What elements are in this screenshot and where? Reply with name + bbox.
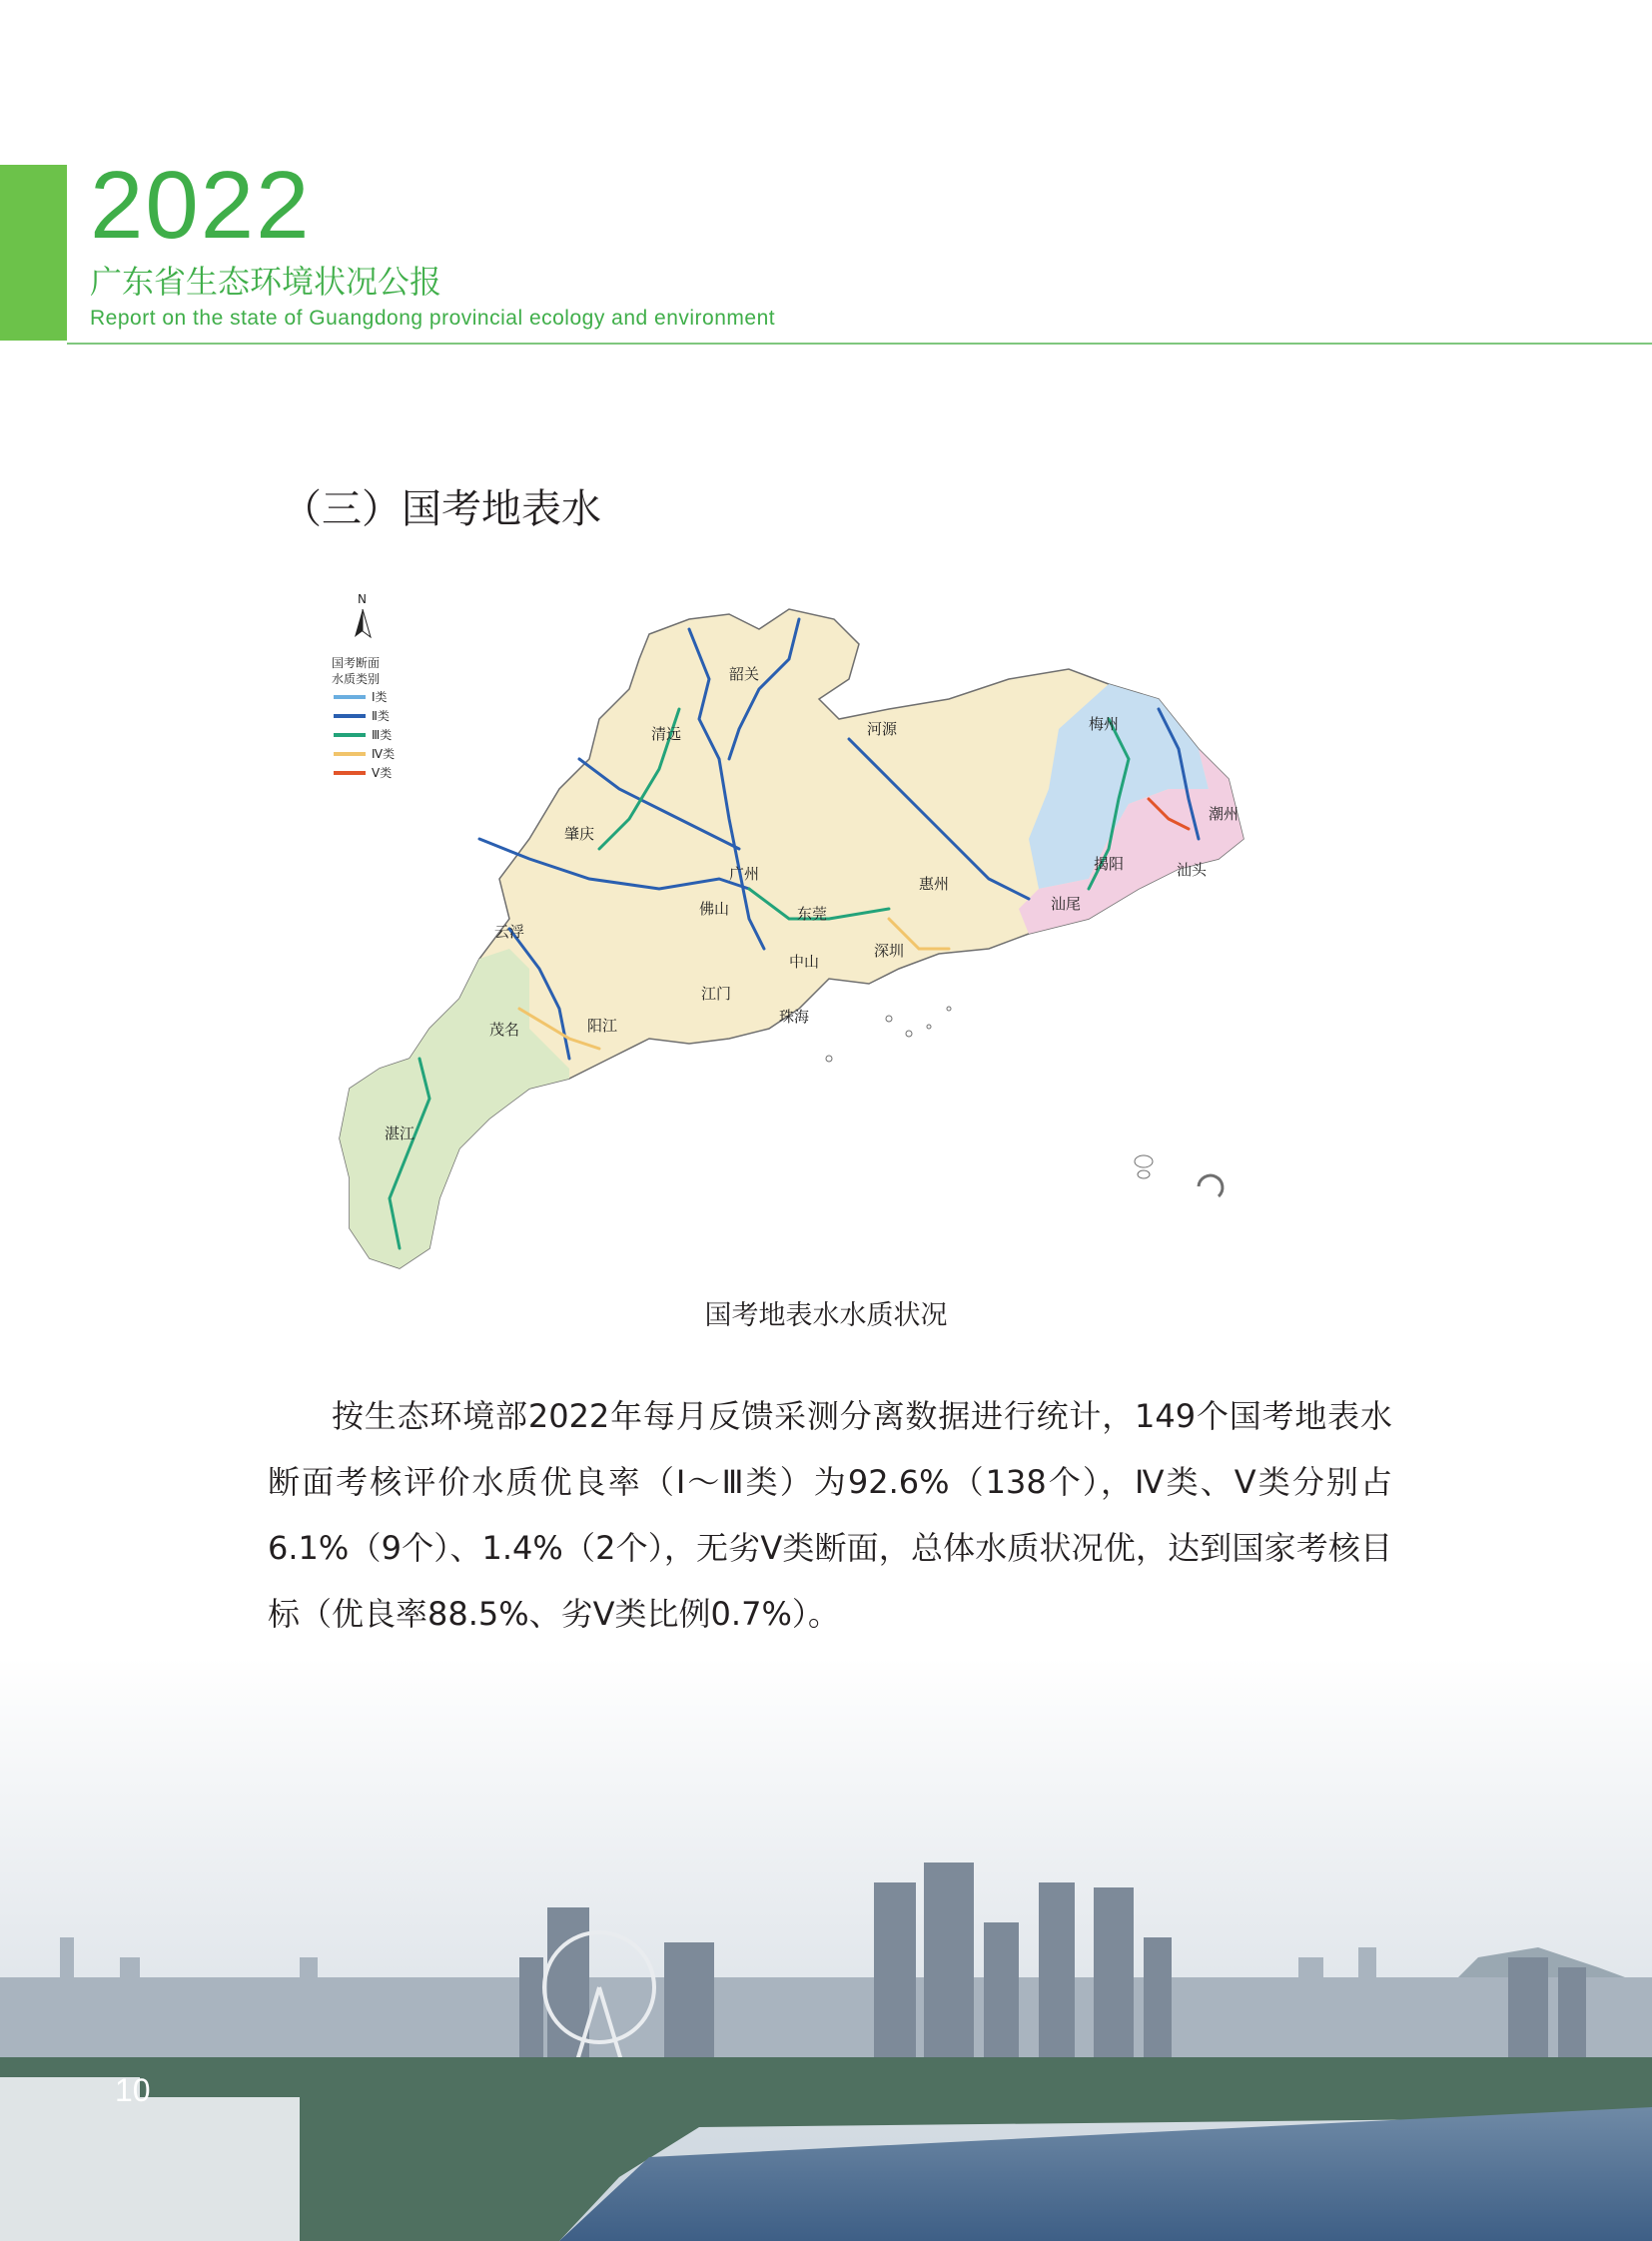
legend-label-class-4: Ⅳ类 bbox=[372, 747, 396, 761]
report-title-cn: 广东省生态环境状况公报 bbox=[90, 263, 442, 301]
city-label-meizhou: 梅州 bbox=[1089, 715, 1120, 733]
city-label-shanwei: 汕尾 bbox=[1051, 895, 1082, 913]
legend-label-class-2: Ⅱ类 bbox=[372, 709, 390, 723]
city-label-shantou: 汕头 bbox=[1177, 861, 1208, 879]
city-label-guangzhou: 广州 bbox=[729, 865, 760, 883]
legend-title-1: 国考断面 bbox=[332, 656, 381, 670]
city-label-huizhou: 惠州 bbox=[919, 875, 950, 893]
header-divider bbox=[67, 343, 1652, 345]
city-label-chaozhou: 潮州 bbox=[1209, 805, 1239, 823]
map-caption: 国考地表水水质状况 bbox=[704, 1300, 948, 1331]
city-label-yunfu: 云浮 bbox=[494, 923, 525, 941]
city-label-shenzhen: 深圳 bbox=[874, 942, 905, 960]
legend-title-2: 水质类别 bbox=[332, 672, 381, 686]
map-svg bbox=[330, 589, 1328, 1278]
section-title: （三）国考地表水 bbox=[282, 486, 601, 532]
city-label-zhongshan: 中山 bbox=[789, 953, 820, 971]
water-quality-map bbox=[330, 589, 1328, 1278]
legend-label-class-1: Ⅰ类 bbox=[372, 690, 388, 704]
page-number: 10 bbox=[115, 2072, 151, 2108]
map-legend bbox=[332, 655, 395, 780]
city-label-heyuan: 河源 bbox=[867, 720, 898, 738]
islands bbox=[826, 1007, 1223, 1196]
city-label-dongguan: 东莞 bbox=[797, 905, 828, 923]
body-paragraph-1: 按生态环境部2022年每月反馈采测分离数据进行统计，149个国考地表水断面考核评价水质优良率（Ⅰ～Ⅲ类）为92.6%（138个），Ⅳ类、Ⅴ类分别占6.1%（9个）、1.4%（2个），无劣Ⅴ类断面，总体水质状况优，达到国家考核目标（优良率88.5%、劣Ⅴ类比例0.7%）。 bbox=[268, 1397, 1392, 1633]
city-label-shaoguan: 韶关 bbox=[729, 665, 760, 683]
north-arrow-icon bbox=[355, 609, 371, 637]
city-label-foshan: 佛山 bbox=[699, 900, 730, 918]
header-accent-bar bbox=[0, 165, 67, 341]
skyline-svg bbox=[0, 1658, 1652, 2241]
report-year: 2022 bbox=[90, 152, 312, 259]
city-skyline-photo bbox=[0, 1658, 1652, 2241]
city-label-yangjiang: 阳江 bbox=[587, 1017, 618, 1035]
city-label-jiangmen: 江门 bbox=[701, 985, 732, 1003]
city-label-zhuhai: 珠海 bbox=[779, 1008, 810, 1026]
legend-label-class-3: Ⅲ类 bbox=[372, 728, 393, 742]
city-label-jieyang: 揭阳 bbox=[1094, 855, 1125, 873]
north-label: N bbox=[358, 592, 367, 606]
legend-label-class-5: Ⅴ类 bbox=[372, 766, 393, 780]
city-label-zhaoqing: 肇庆 bbox=[564, 825, 595, 843]
city-label-qingyuan: 清远 bbox=[651, 725, 682, 743]
city-label-maoming: 茂名 bbox=[489, 1021, 520, 1039]
report-title-en: Report on the state of Guangdong provincial ecology and environment bbox=[90, 307, 776, 330]
city-label-zhanjiang: 湛江 bbox=[385, 1124, 415, 1142]
